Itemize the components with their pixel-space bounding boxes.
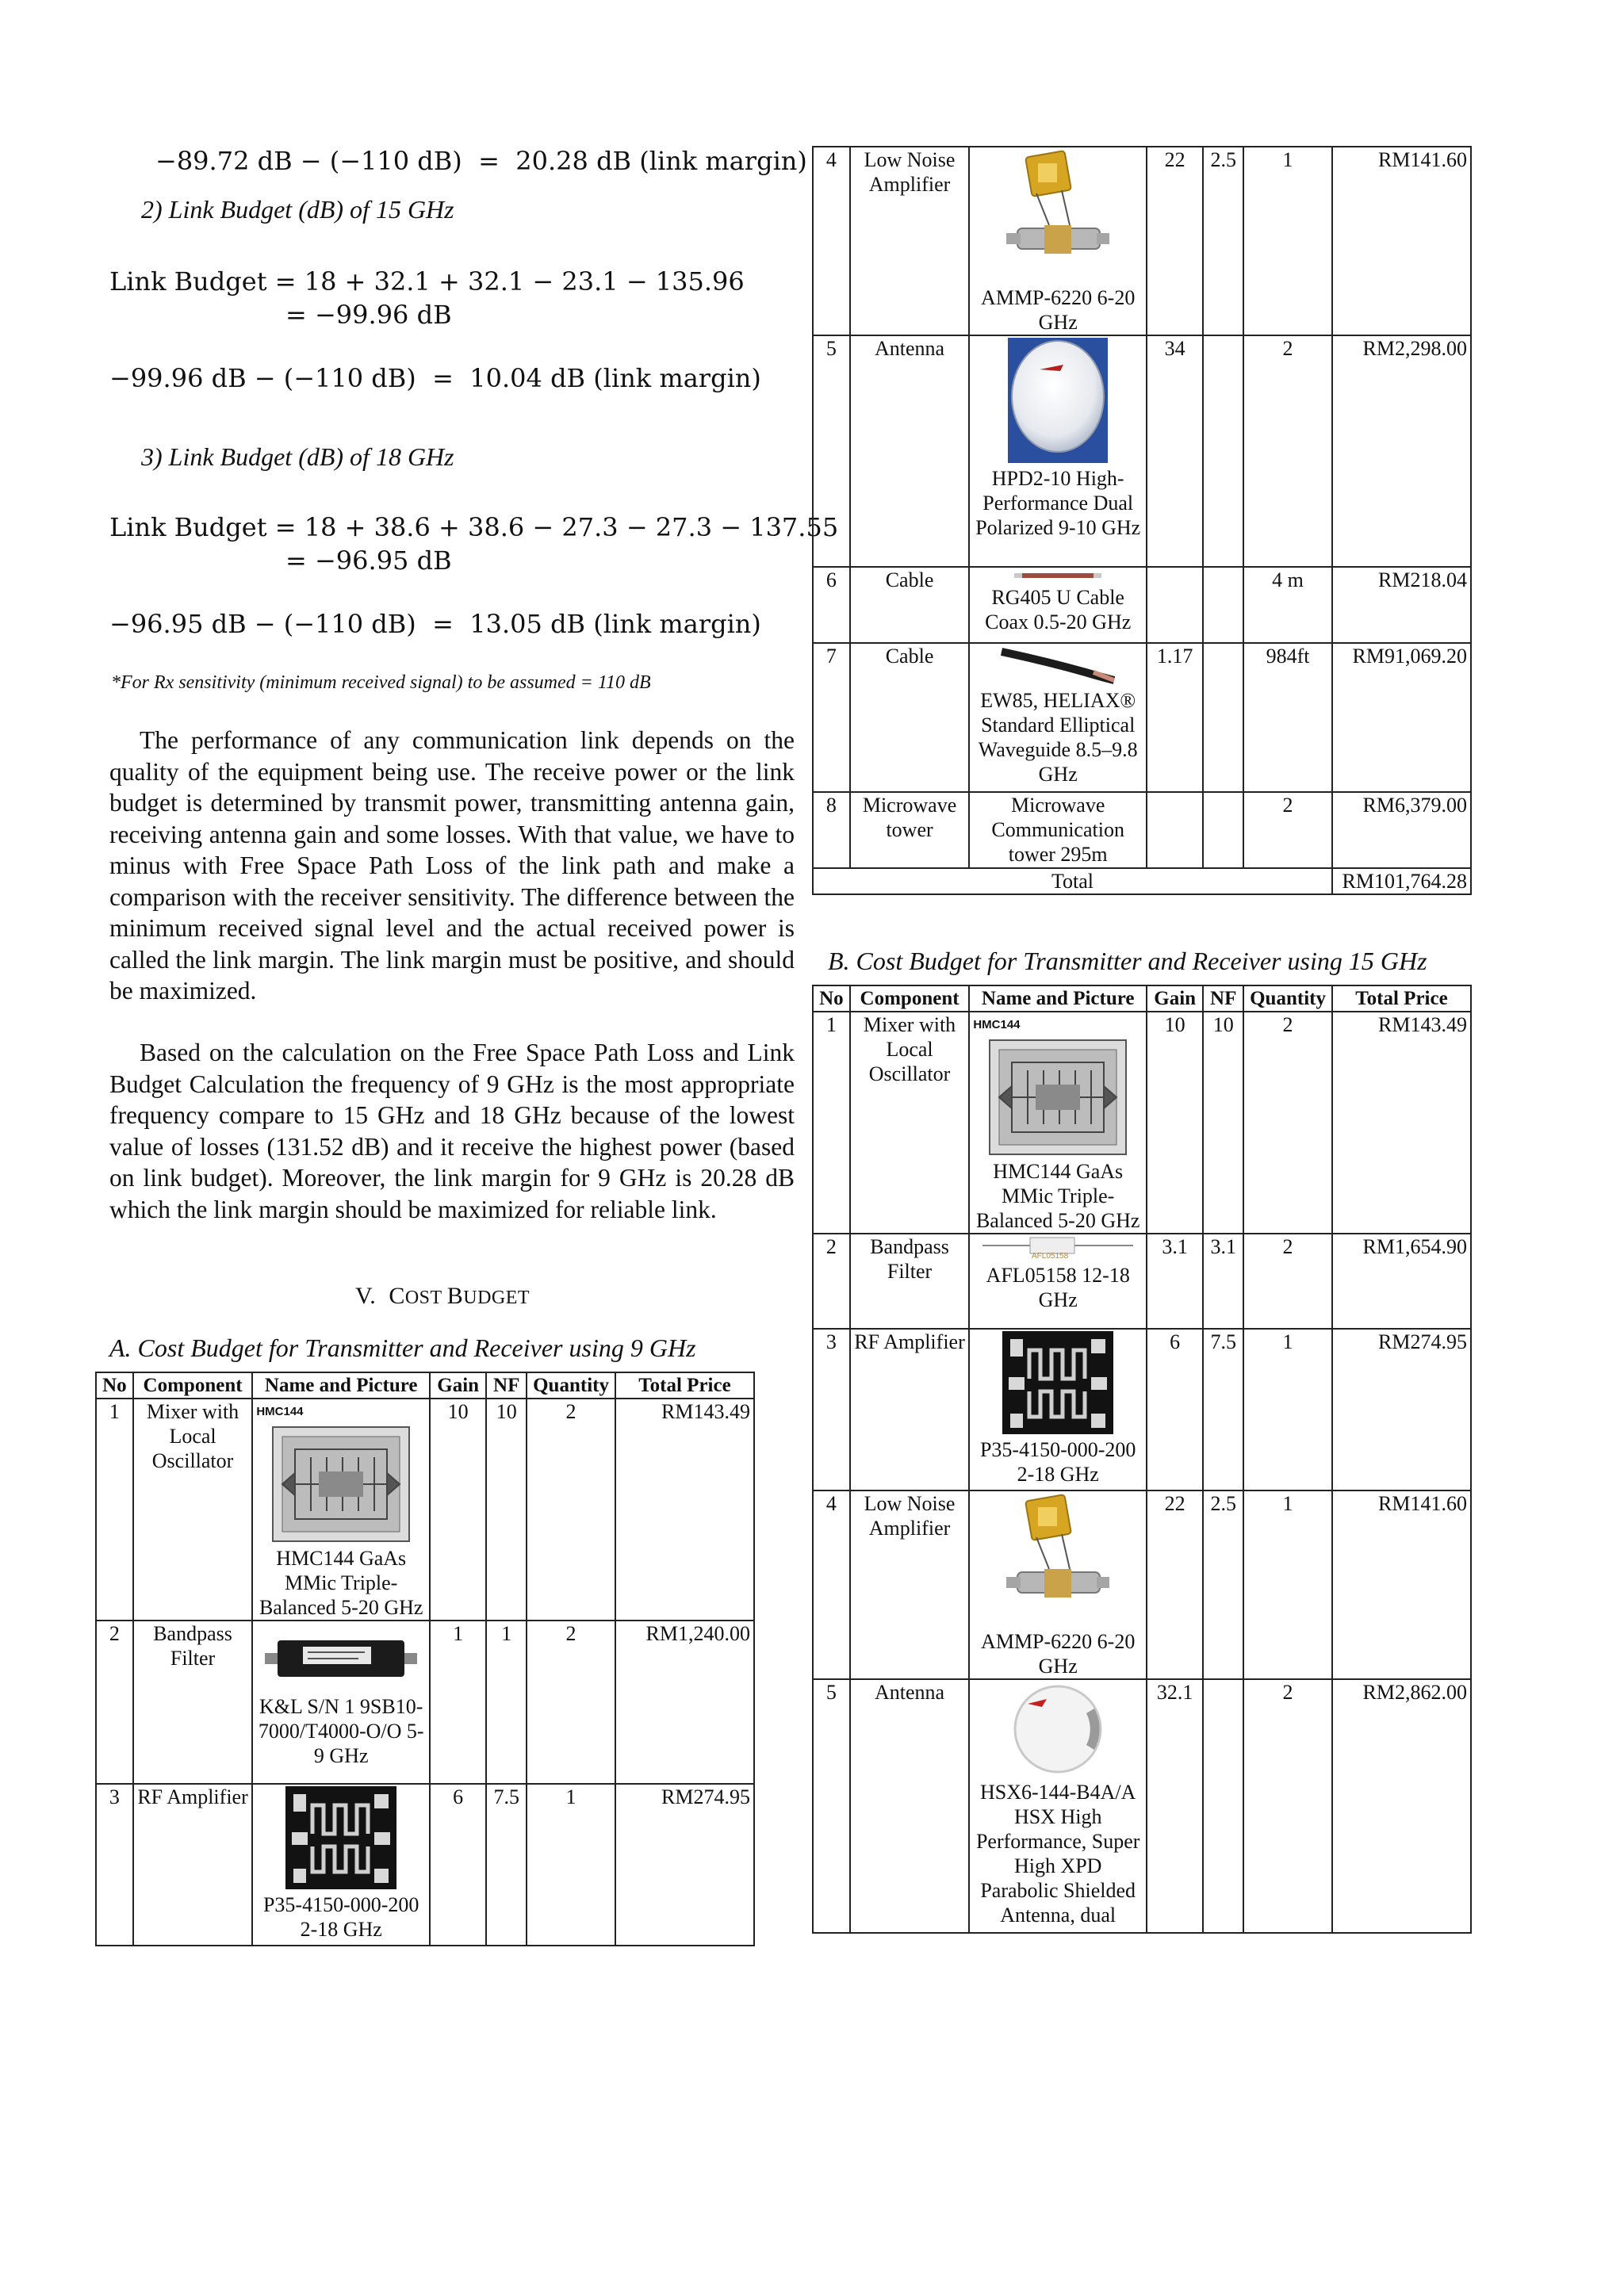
cell-price: RM218.04 (1332, 567, 1471, 643)
cell-quantity: 984ft (1243, 643, 1332, 792)
cell-component: Bandpass Filter (850, 1234, 970, 1329)
part-name: RG405 U Cable Coax 0.5-20 GHz (985, 586, 1132, 633)
cell-price: RM143.49 (615, 1399, 754, 1621)
cell-price: RM141.60 (1332, 1490, 1471, 1679)
cell-gain: 6 (430, 1784, 486, 1946)
cell-gain: 3.1 (1147, 1234, 1203, 1329)
cell-component: Antenna (850, 1679, 970, 1933)
cost-table-15ghz (812, 985, 1472, 1934)
paragraph-conclusion: Based on the calculation on the Free Space Path Loss and Link Budget Calculation the frequency of 9 GHz is the most appropriate frequency compare to 15 GHz and 18 GHz because of the lowest value of losses (131.52 dB) and it receive the highest power (based on link budget). Moreover, the link margin for 9 GHz is 20.28 dB which the link margin should be maximized for reliable link. (109, 1039, 795, 1223)
table-row (96, 1784, 754, 1946)
link-budget-15ghz: Link Budget = 18 + 32.1 + 32.1 − 23.1 − 135.96 (109, 266, 745, 297)
part-name: P35-4150-000-200 2-18 GHz (262, 1893, 419, 1941)
cell-nf (1203, 1679, 1243, 1933)
cell-nf: 3.1 (1203, 1234, 1243, 1329)
header-component: Component (133, 1372, 253, 1399)
table-row (813, 1490, 1471, 1679)
cell-gain: 22 (1147, 1490, 1203, 1679)
table-header-row (96, 1372, 754, 1399)
cell-nf (1203, 335, 1243, 567)
header-quantity: Quantity (527, 1372, 615, 1399)
cell-component: Cable (850, 643, 970, 792)
subsection-15ghz: 2) Link Budget (dB) of 15 GHz (141, 195, 454, 224)
cell-no: 3 (96, 1784, 133, 1946)
header-total-price: Total Price (615, 1372, 754, 1399)
cell-no: 6 (813, 567, 850, 643)
cell-nf: 7.5 (486, 1784, 527, 1946)
link-budget-18ghz-result: = −96.95 dB (285, 545, 452, 576)
table-row (813, 1329, 1471, 1490)
header-gain: Gain (1147, 985, 1203, 1012)
cell-price: RM141.60 (1332, 147, 1471, 335)
cell-nf (1203, 567, 1243, 643)
table-row (96, 1621, 754, 1784)
total-label: Total (813, 868, 1332, 894)
header-gain: Gain (430, 1372, 486, 1399)
table-row (813, 1234, 1471, 1329)
cell-no: 2 (96, 1621, 133, 1784)
rf-amplifier-chip-image (285, 1786, 396, 1889)
link-margin-9ghz: −89.72 dB − (−110 dB) = 20.28 dB (link margin) (155, 146, 807, 176)
cell-nf: 10 (486, 1399, 527, 1621)
filter-part-label: AFL05158 (1032, 1252, 1069, 1260)
header-nf: NF (1203, 985, 1243, 1012)
cell-gain (1147, 567, 1203, 643)
cell-price: RM6,379.00 (1332, 792, 1471, 868)
table-row (96, 1399, 754, 1621)
cell-name-picture (969, 335, 1147, 567)
cell-no: 4 (813, 147, 850, 335)
cell-gain: 10 (430, 1399, 486, 1621)
header-name-picture: Name and Picture (252, 1372, 430, 1399)
table-row (813, 643, 1471, 792)
part-name: HMC144 GaAs MMic Triple-Balanced 5-20 GHz (975, 1160, 1140, 1232)
part-name: AFL05158 12-18 GHz (986, 1264, 1130, 1311)
cell-gain: 6 (1147, 1329, 1203, 1490)
cell-name-picture (969, 1234, 1147, 1329)
cell-quantity: 2 (1243, 335, 1332, 567)
cell-no: 7 (813, 643, 850, 792)
cell-nf: 10 (1203, 1012, 1243, 1234)
cell-component: Antenna (850, 335, 970, 567)
subsection-cost-15ghz: B. Cost Budget for Transmitter and Receiver using 15 GHz (828, 947, 1427, 975)
cell-component: Mixer with Local Oscillator (850, 1012, 970, 1234)
cell-gain: 1 (430, 1621, 486, 1784)
cell-name-picture (969, 147, 1147, 335)
cell-name-picture (252, 1621, 430, 1784)
header-no: No (813, 985, 850, 1012)
cell-price: RM2,862.00 (1332, 1679, 1471, 1933)
mixer-chip-image (271, 1425, 411, 1543)
part-name: HPD2-10 High-Performance Dual Polarized 9-10 GHz (975, 467, 1141, 539)
cell-name-picture (969, 1490, 1147, 1679)
cell-no: 1 (813, 1012, 850, 1234)
cell-price: RM274.95 (1332, 1329, 1471, 1490)
header-total-price: Total Price (1332, 985, 1471, 1012)
header-nf: NF (486, 1372, 527, 1399)
cell-name-picture (252, 1784, 430, 1946)
section-heading-cost-budget: V. COST BUDGET (355, 1283, 530, 1309)
cell-nf: 7.5 (1203, 1329, 1243, 1490)
cell-no: 1 (96, 1399, 133, 1621)
cell-no: 4 (813, 1490, 850, 1679)
cell-name-picture (969, 1329, 1147, 1490)
cell-nf: 1 (486, 1621, 527, 1784)
cell-component: RF Amplifier (850, 1329, 970, 1490)
cell-nf: 2.5 (1203, 147, 1243, 335)
cell-component: Low Noise Amplifier (850, 147, 970, 335)
cell-quantity: 1 (1243, 1329, 1332, 1490)
cell-gain (1147, 792, 1203, 868)
cell-no: 3 (813, 1329, 850, 1490)
cell-nf: 2.5 (1203, 1490, 1243, 1679)
header-component: Component (850, 985, 970, 1012)
cell-quantity: 1 (527, 1784, 615, 1946)
cell-gain: 1.17 (1147, 643, 1203, 792)
cell-component: Low Noise Amplifier (850, 1490, 970, 1679)
part-name: EW85, HELIAX® Standard Elliptical Waveguide 8.5–9.8 GHz (978, 689, 1138, 786)
part-name: AMMP-6220 6-20 GHz (981, 1630, 1136, 1678)
cell-price: RM1,654.90 (1332, 1234, 1471, 1329)
afl-filter-image (982, 1236, 1133, 1260)
link-budget-18ghz: Link Budget = 18 + 38.6 + 38.6 − 27.3 − 27.3 − 137.55 (109, 512, 839, 542)
total-row (813, 868, 1471, 894)
cell-nf (1203, 643, 1243, 792)
cell-gain: 10 (1147, 1012, 1203, 1234)
cell-price: RM274.95 (615, 1784, 754, 1946)
cell-no: 5 (813, 335, 850, 567)
shielded-antenna-image (1010, 1682, 1105, 1777)
lna-image (1006, 149, 1109, 282)
cell-quantity: 4 m (1243, 567, 1332, 643)
cell-name-picture (969, 567, 1147, 643)
part-name: HSX6-144-B4A/A HSX High Performance, Super High XPD Parabolic Shielded Antenna, dual (975, 1781, 1140, 1927)
cell-component: Mixer with Local Oscillator (133, 1399, 253, 1621)
part-name: AMMP-6220 6-20 GHz (981, 286, 1136, 334)
cell-quantity: 2 (1243, 1234, 1332, 1329)
cell-gain: 22 (1147, 147, 1203, 335)
coax-cable-image (1014, 569, 1101, 582)
cost-table-9ghz (95, 1372, 755, 1946)
link-margin-15ghz: −99.96 dB − (−110 dB) = 10.04 dB (link margin) (109, 363, 761, 393)
cell-quantity: 2 (527, 1621, 615, 1784)
link-budget-15ghz-result: = −99.96 dB (285, 300, 452, 330)
part-name: K&L S/N 1 9SB10-7000/T4000-O/O 5-9 GHz (258, 1695, 424, 1767)
cell-component: Cable (850, 567, 970, 643)
table-row (813, 1679, 1471, 1933)
cell-price: RM1,240.00 (615, 1621, 754, 1784)
table-row (813, 1012, 1471, 1234)
table-row (813, 147, 1471, 335)
cell-gain: 34 (1147, 335, 1203, 567)
cell-nf (1203, 792, 1243, 868)
cell-quantity: 2 (1243, 792, 1332, 868)
header-no: No (96, 1372, 133, 1399)
cell-name-picture (969, 1012, 1147, 1234)
header-quantity: Quantity (1243, 985, 1332, 1012)
waveguide-cable-image (998, 645, 1117, 685)
cell-quantity: 2 (1243, 1679, 1332, 1933)
chip-label: HMC144 (256, 1405, 304, 1418)
part-name: HMC144 GaAs MMic Triple-Balanced 5-20 GHz (259, 1547, 423, 1619)
rx-sensitivity-note: *For Rx sensitivity (minimum received signal) to be assumed = 110 dB (111, 672, 651, 693)
cell-gain: 32.1 (1147, 1679, 1203, 1933)
table-row (813, 567, 1471, 643)
cell-no: 8 (813, 792, 850, 868)
table-header-row (813, 985, 1471, 1012)
cell-name-picture (969, 643, 1147, 792)
cell-name-picture: Microwave Communication tower 295m (969, 792, 1147, 868)
cost-table-9ghz-continued (812, 146, 1472, 895)
cell-component: Microwave tower (850, 792, 970, 868)
table-row (813, 792, 1471, 868)
cell-quantity: 1 (1243, 147, 1332, 335)
subsection-cost-9ghz: A. Cost Budget for Transmitter and Receiver using 9 GHz (109, 1334, 696, 1362)
paragraph-link-budget: The performance of any communication link depends on the quality of the equipment being use. The receive power or the link budget is determined by transmit power, transmitting antenna gain, receiving antenna gain and some losses. With that value, we have to minus with Free Space Path Loss of the link path and make a comparison with the receiver sensitivity. The difference between the minimum received signal level and the actual received power is called the link margin. The link margin must be positive, and should be maximized. (109, 726, 795, 1004)
header-name-picture: Name and Picture (969, 985, 1147, 1012)
cell-quantity: 2 (527, 1399, 615, 1621)
mixer-chip-image (988, 1039, 1128, 1156)
rf-amplifier-chip-image (1002, 1331, 1113, 1434)
lna-image (1006, 1493, 1109, 1626)
subsection-18ghz: 3) Link Budget (dB) of 18 GHz (141, 442, 454, 471)
cell-component: Bandpass Filter (133, 1621, 253, 1784)
cell-quantity: 1 (1243, 1490, 1332, 1679)
link-margin-18ghz: −96.95 dB − (−110 dB) = 13.05 dB (link margin) (109, 609, 761, 639)
cell-no: 5 (813, 1679, 850, 1933)
chip-label: HMC144 (973, 1018, 1021, 1031)
cell-price: RM143.49 (1332, 1012, 1471, 1234)
part-name: P35-4150-000-200 2-18 GHz (979, 1438, 1136, 1486)
cell-component: RF Amplifier (133, 1784, 253, 1946)
cell-price: RM2,298.00 (1332, 335, 1471, 567)
antenna-dish-image (1008, 338, 1108, 463)
cell-no: 2 (813, 1234, 850, 1329)
cell-name-picture (969, 1679, 1147, 1933)
table-row (813, 335, 1471, 567)
cell-name-picture (252, 1399, 430, 1621)
bandpass-filter-image (262, 1623, 420, 1691)
cell-price: RM91,069.20 (1332, 643, 1471, 792)
cell-quantity: 2 (1243, 1012, 1332, 1234)
total-value: RM101,764.28 (1332, 868, 1471, 894)
